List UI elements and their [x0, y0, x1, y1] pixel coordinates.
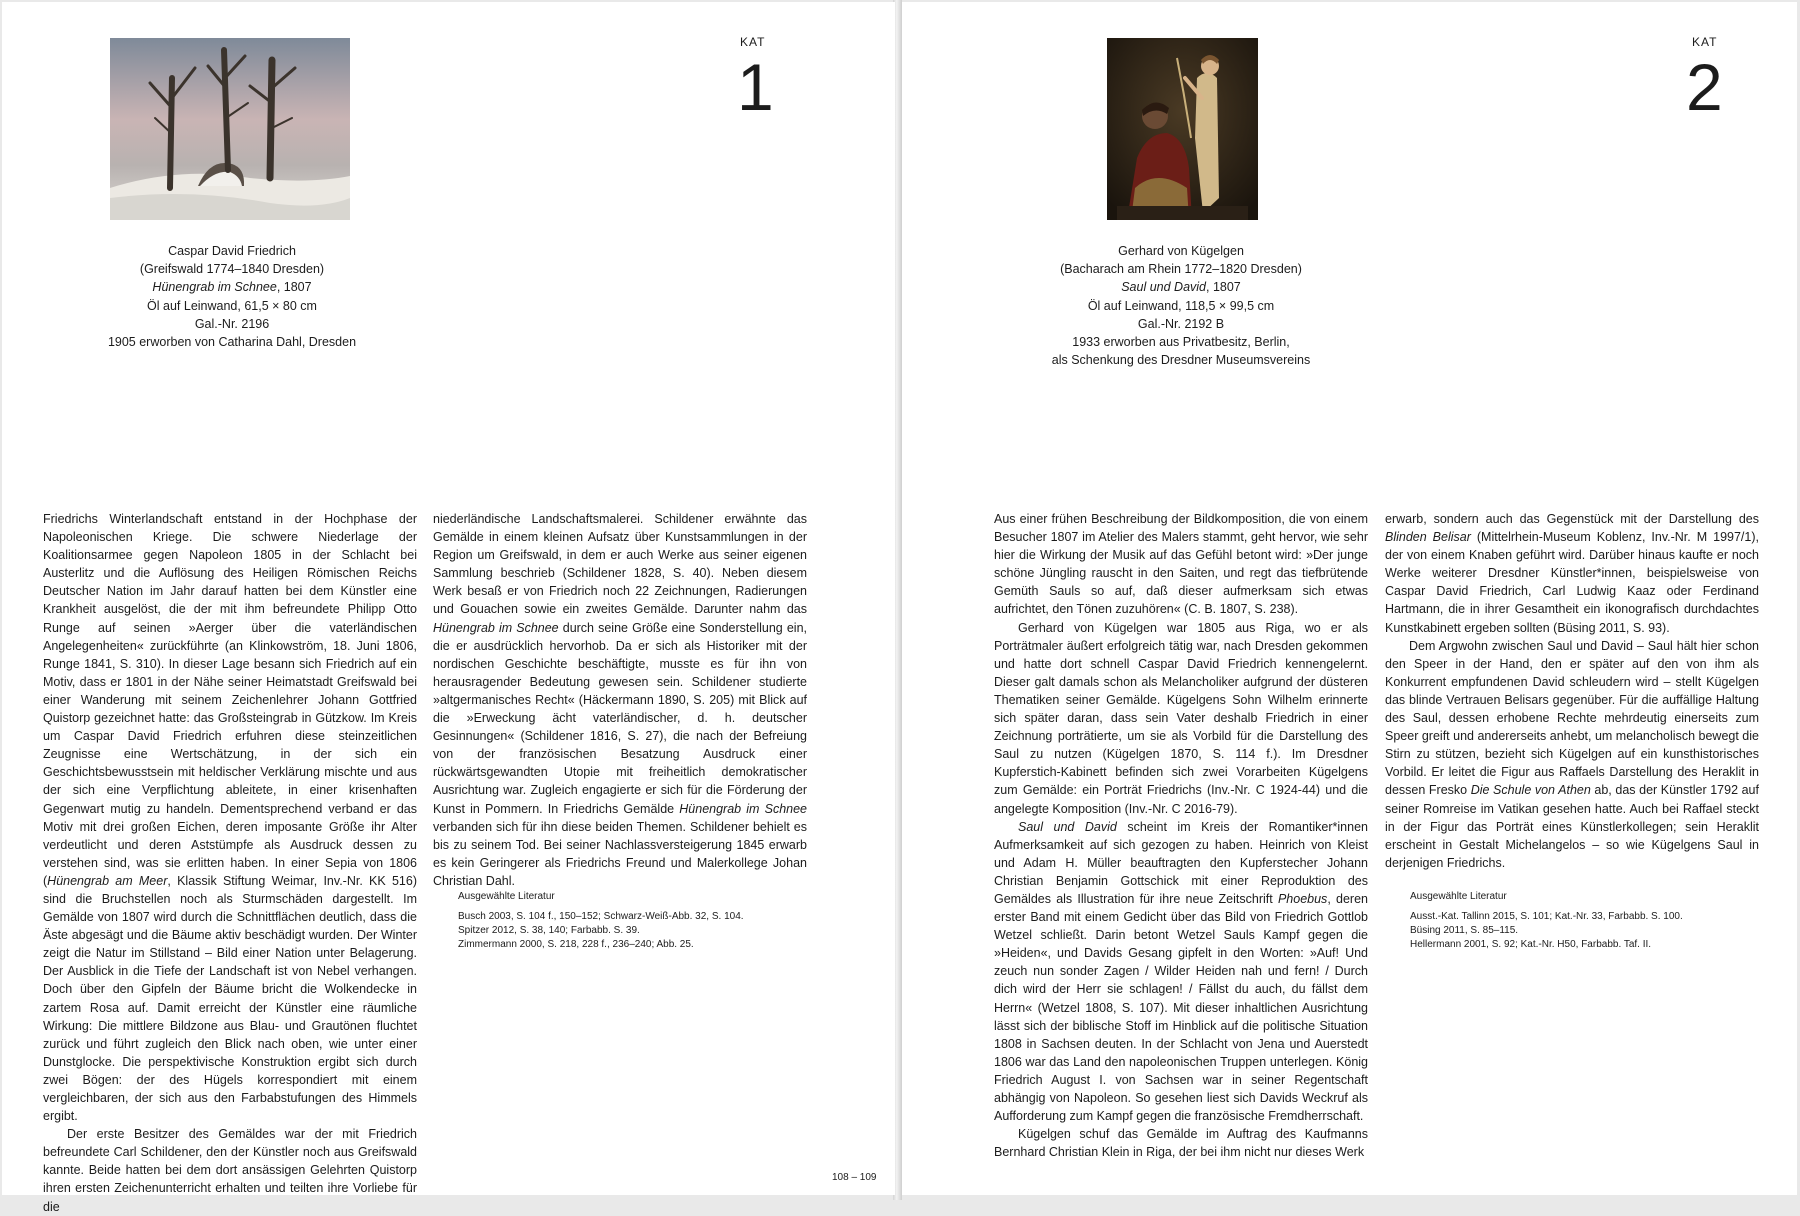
- kat-label: KAT: [1692, 35, 1718, 49]
- gallery-number: Gal.-Nr. 2196: [194, 316, 270, 331]
- artwork-medium: Öl auf Leinwand, 61,5 × 80 cm: [147, 298, 317, 313]
- painting-saul-and-david: [1107, 38, 1258, 220]
- artwork-title-line: [971, 278, 1391, 296]
- artwork-title-line: [22, 278, 442, 296]
- artwork-year: , 1807: [1206, 280, 1241, 295]
- text-column-1: [43, 510, 417, 1216]
- provenance-line-2: als Schenkung des Dresdner Museumsvereins: [1051, 353, 1311, 368]
- artwork-title: Saul und David: [1121, 280, 1206, 295]
- paragraph: Dem Argwohn zwischen Saul und David – Saul hält hier schon den Speer in der Hand, den er später auf den von ihm als Konkurrent empfundenen David schleudern wird – stellt Kügelgen das blinde Vertrauen Belisars gegenüber. Für die auffällige Haltung des Saul, dessen erhobene Rechte mehrdeutig einerseits zum Speer greift und andererseits anhebt, um melancholisch bewegt die Stirn zu stützen, bezieht sich Kügelgen auf ein kunsthistorisches Vorbild. Er leitet die Figur aus Raffaels Darstellung des Heraklit in dessen Fresko Die Schule von Athen ab, das der Künstler 1792 auf seiner Romreise im Vatikan gesehen hatte. Auch bei Raffael steckt in der Figur das Porträt eines Künstlerkollegen; sein Heraklit erscheint in Gestalt Michelangelos – so wie Kügelgens Saul in derjenigen Friedrichs.: [1385, 638, 1759, 870]
- artwork-medium: Öl auf Leinwand, 118,5 × 99,5 cm: [1087, 298, 1275, 313]
- right-page: [902, 2, 1797, 1195]
- literature-item: Zimmermann 2000, S. 218, 228 f., 236–240; Abb. 25.: [458, 939, 694, 950]
- literature-item: Büsing 2011, S. 85–115.: [1410, 925, 1519, 936]
- provenance: 1933 erworben aus Privatbesitz, Berlin,: [1072, 335, 1290, 350]
- kat-label: KAT: [740, 35, 766, 49]
- artist-life: (Bacharach am Rhein 1772–1820 Dresden): [1060, 262, 1302, 277]
- paragraph: Der erste Besitzer des Gemäldes war der mit Friedrich befreundete Carl Schildener, den der Künstler noch aus Greifswald kannte. Beide hatten bei dem dort ansässigen Gelehrten Quistorp ihren ersten Zeichenunterricht erhalten und teilten ihre Vorliebe für die: [43, 1127, 417, 1214]
- left-page: [2, 2, 895, 1214]
- literature-item: Spitzer 2012, S. 38, 140; Farbabb. S. 39.: [458, 925, 640, 936]
- text-column-2: [1385, 510, 1759, 872]
- artist-name: Gerhard von Kügelgen: [1118, 244, 1244, 258]
- artist-life: (Greifswald 1774–1840 Dresden): [139, 262, 325, 277]
- paragraph: erwarb, sondern auch das Gegenstück mit der Darstellung des Blinden Belisar (Mittelrhein-Museum Koblenz, Inv.-Nr. M 1997/1), der von einem Knaben geführt wird. Darüber hinaus kaufte er noch Werke weiterer Dresdner Künstler*innen, beispielsweise von Caspar David Friedrich, Carl Ludwig Kaaz oder Ferdinand Hartmann, die in ihrer Gesamtheit ein ikonografisch durchdachtes Kunstkabinett ergeben sollten (Büsing 2011, S. 93).: [1385, 512, 1759, 635]
- text-column-1: [994, 510, 1368, 1161]
- paragraph: niederländische Landschaftsmalerei. Schildener erwähnte das Gemälde in einem kleinen Aufsatz über Kunstsammlungen in der Region um Greifswald, in dem er auch Werke aus seiner eigenen Sammlung beschrieb (Schildener 1828, S. 40). Neben diesem Werk besaß er von Friedrich noch 22 Zeichnungen, Radierungen und Gouachen sowie ein zweites Gemälde. Darunter nahm das Hünengrab im Schnee durch seine Größe eine Sonderstellung ein, die er ausdrücklich hervorhob. Da er sich als Historiker mit der nordischen Geschichte beschäftigte, musste es für ihn von herausragender Bedeutung gewesen sein. Schildener studierte »altgermanisches Recht« (Häckermann 1890, S. 205) mit Blick auf die »Erweckung ächt vaterländischer, d. h. deutscher Gesinnungen« (Schildener 1816, S. 27), die nach der Befreiung von der französischen Besatzung Ausdruck einer rückwärtsgewandten Utopie mit freiheitlich demokratischer Ausrichtung war. Zugleich engagierte er sich für die Förderung der Kunst in Pommern. In Friedrichs Gemälde Hünengrab im Schnee verbanden sich für ihn diese beiden Themen. Schildener behielt es bis zu seinem Tod. Bei seiner Nachlassversteigerung 1845 erwarb es kein Geringerer als Friedrichs Freund und Malerkollege Johan Christian Dahl.: [433, 512, 808, 888]
- artwork-year: , 1807: [276, 280, 312, 295]
- literature-item: Ausst.-Kat. Tallinn 2015, S. 101; Kat.-Nr. 33, Farbabb. S. 100.: [1410, 911, 1683, 922]
- paragraph: Gerhard von Kügelgen war 1805 aus Riga, wo er als Porträtmaler äußert erfolgreich tätig war, nach Dresden gekommen und hatte dort schnell Caspar David Friedrich kennengelernt. Dieser galt damals schon als Melancholiker aufgrund der düsteren Thematiken seiner Gemälde. Kügelgens Sohn Wilhelm erinnerte sich später daran, dass sein Vater deshalb Friedrich in einer Zeichnung porträtierte, um sie als Vorbild für die Darstellung des Saul zu nutzen (Kügelgen 1870, S. 114 f.). Im Dresdner Kupferstich-Kabinett befinden sich zwei Vorarbeiten Kügelgens zum Gemälde: ein Porträt Friedrichs (Inv.-Nr. C 1924-44) und die angelegte Komposition (Inv.-Nr. C 2016-79).: [994, 620, 1368, 816]
- paragraph: Kügelgen schuf das Gemälde im Auftrag des Kaufmanns Bernhard Christian Klein in Riga, der bei ihm nicht nur dieses Werk: [994, 1127, 1368, 1160]
- gallery-number: Gal.-Nr. 2192 B: [1137, 316, 1225, 331]
- literature-list: [1410, 890, 1730, 952]
- kat-number: 1: [737, 50, 774, 124]
- paragraph: Friedrichs Winterlandschaft entstand in der Hochphase der Napoleonischen Kriege. Die schwere Niederlage der Koalitionsarmee gegen Napoleon 1805 in der Schlacht bei Austerlitz und die Auflösung des Heiligen Römischen Reichs Deutscher Nation im Jahr darauf hatten bei dem Künstler eine Krankheit ausgelöst, die der mit ihm befreundete Philipp Otto Runge auf seinen »Aerger über die vaterländischen Angelegenheiten« zurückführte (an Klinkowström, 18. Juni 1806, Runge 1841, S. 310). In dieser Lage besann sich Friedrich auf ein Motiv, dass er 1801 in der Nähe seiner Heimatstadt Greifswald bei einer Wanderung mit seinem Zeichenlehrer Johann Gottfried Quistorp gezeichnet hatte: das Großsteingrab in Gützkow. Im Kreis um Caspar David Friedrich erfuhren diese steinzeitlichen Zeugnisse eine Wertschätzung, in der sich ein Geschichtsbewusstsein mit heldischer Verklärung mischte und aus der sich eine Verpflichtung ableitete, in einer krisenhaften Gegenwart mutig zu handeln. Dementsprechend verband er das Motiv mit drei großen Eichen, deren imposante Größe ihr Alter verdeutlicht und deren Aststümpfe als Ausdruck dessen zu verstehen sind, was sie erlitten haben. In einer Sepia von 1806 (Hünengrab am Meer, Klassik Stiftung Weimar, Inv.-Nr. KK 516) sind die Bruchstellen noch als Sturmschäden dargestellt. Im Gemälde von 1807 wird durch die Schnittflächen deutlich, dass die Äste abgesägt und die Bäume aktiv beschädigt wurden. Der Winter zeigt die Natur im Stillstand – Bild einer Nation unter Belagerung. Der Ausblick in die Tiefe der Landschaft ist von Nebel verhangen. Doch über den Gipfeln der Bäume bricht die Wolkendecke in zartem Rosa auf. Damit erreicht der Künstler eine räumliche Wirkung: Die mittlere Bildzone aus Blau- und Grautönen fluchtet zurück und führt zugleich den Blick nach oben, wie unter einer Dunstglocke. Die perspektivische Konstruktion ergibt sich durch zwei Bögen: der des Hügels korrespondiert mit einem vergleichbaren, der sich aus den Farbabstufungen des Himmels ergibt.: [43, 512, 417, 1124]
- paragraph: Aus einer frühen Beschreibung der Bildkomposition, die von einem Besucher 1807 im Atelier des Malers stammt, geht hervor, wie sehr hier die Wirkung der Musik auf das Gefühl betont wird: »Der junge schöne Jüngling rauscht in den Saiten, und regt das tiefbrütende Gemüth Sauls so auf, daß dieser aufmerksam sich etwas aufrichtet, den Tönen zuzuhören« (C. B. 1807, S. 238).: [994, 512, 1368, 617]
- literature-heading: Ausgewählte Literatur: [1410, 891, 1507, 902]
- artwork-caption: [971, 242, 1391, 369]
- artwork-caption: [22, 242, 442, 351]
- literature-heading: Ausgewählte Literatur: [458, 891, 555, 902]
- artwork-title: Hünengrab im Schnee: [152, 280, 277, 295]
- page-folio: 108 – 109: [832, 1172, 877, 1183]
- literature-item: Busch 2003, S. 104 f., 150–152; Schwarz-Weiß-Abb. 32, S. 104.: [458, 911, 744, 922]
- paragraph: Saul und David scheint im Kreis der Romantiker*innen Aufmerksamkeit auf sich gezogen zu haben. Heinrich von Kleist und Adam H. Müller beauftragten den Kupferstecher Johann Christian Benjamin Gottschick mit einer Reproduktion des Gemäldes als Illustration für ihre neue Zeitschrift Phoebus, deren erster Band mit einem Gedicht über das Bild von Friedrich Gottlob Wetzel schließt. Darin betont Wetzel Sauls Kampf gegen die »Heiden«, und Davids Gesang gipfelt in den Worten: »Auf! Und zeuch nun sonder Zagen / Wilder Heiden nah und fern! / Durch dich wird der Herr sie schlagen! / Fällst du auch, du fällst dem Herrn« (Wetzel 1808, S. 107). Mit dieser inhaltlichen Ausrichtung lässt sich der biblische Stoff im Hinblick auf die politische Situation 1808 in Sachsen deuten. In der Schlacht von Jena und Auerstedt 1806 war das Land den napoleonischen Truppen unterlegen. König Friedrich August I. von Sachsen war in seiner Regentschaft abhängig von Napoleon. So gesehen liest sich Davids Weckruf als Aufforderung zum Kampf gegen die französische Fremdherrschaft.: [994, 819, 1368, 1124]
- artist-name: Caspar David Friedrich: [168, 244, 296, 258]
- provenance: 1905 erworben von Catharina Dahl, Dresden: [107, 335, 357, 350]
- kat-number: 2: [1686, 50, 1723, 124]
- literature-list: [458, 890, 778, 952]
- literature-item: Hellermann 2001, S. 92; Kat.-Nr. H50, Farbabb. Taf. II.: [1410, 939, 1652, 950]
- painting-dolmen-in-snow: [110, 38, 350, 220]
- text-column-2: [433, 510, 807, 890]
